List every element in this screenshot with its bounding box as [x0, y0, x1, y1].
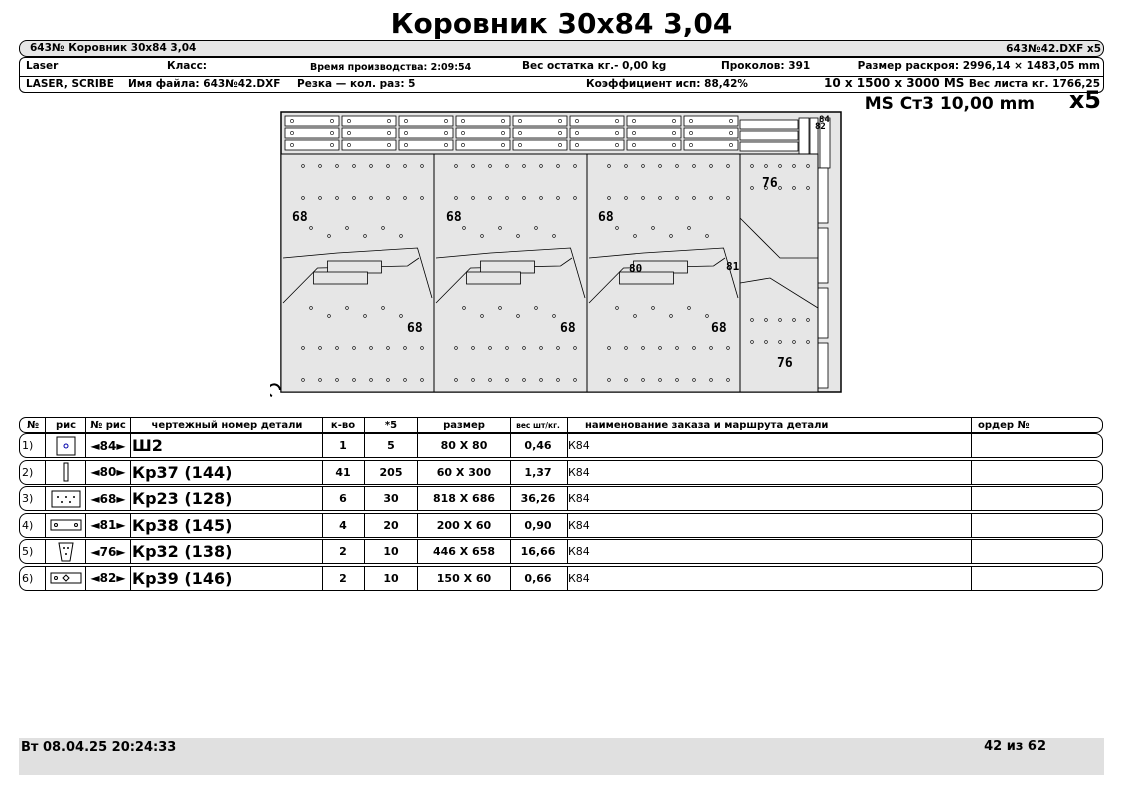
col-order-num: ордер №	[978, 419, 1030, 431]
order-name: К84	[568, 545, 590, 558]
inner-strip	[620, 272, 674, 284]
quantity: 2	[339, 571, 347, 585]
strip-part	[285, 116, 339, 126]
order-number	[972, 487, 1102, 510]
quantity: 41	[335, 465, 351, 479]
strip-part	[285, 140, 339, 150]
part-size: 80 X 80	[440, 439, 488, 452]
tapered-plate-icon	[47, 540, 85, 563]
strip-part	[342, 140, 396, 150]
order-name: К84	[568, 571, 590, 585]
quantity: 2	[339, 545, 347, 558]
part-size: 60 X 300	[436, 465, 492, 479]
col-order-name: наименование заказа и маршрута детали	[585, 419, 829, 431]
parts-table-header	[19, 417, 1103, 433]
pierce-count: Проколов: 391	[721, 60, 811, 72]
order-number	[972, 434, 1102, 457]
drawing-number: Кр39 (146)	[132, 568, 233, 588]
order-name: К84	[568, 439, 590, 452]
strip-part	[799, 118, 809, 158]
strip-part	[456, 116, 510, 126]
strip-holes-icon	[47, 514, 85, 537]
drawing-number: Кр32 (138)	[132, 542, 233, 561]
plate-square-icon	[47, 434, 85, 457]
unit-weight: 1,37	[524, 465, 552, 479]
table-row	[19, 433, 1103, 458]
part-size: 446 X 658	[432, 545, 496, 558]
strip-part	[513, 116, 567, 126]
part-label-80: 80	[629, 262, 643, 275]
page-counter: 42 из 62	[984, 739, 1046, 754]
row-number: 6)	[22, 571, 34, 585]
strip-part	[399, 128, 453, 138]
cut-size: Размер раскроя: 2996,14 × 1483,05 mm	[857, 60, 1100, 72]
pic-number: ◄82►	[90, 571, 126, 585]
sheet-dimensions: 10 x 1500 x 3000 MS	[824, 76, 965, 90]
order-number	[972, 461, 1102, 484]
order-name: К84	[568, 518, 590, 532]
part-label-81: 81	[726, 260, 740, 273]
material-label: MS Ст3 10,00 mm	[864, 94, 1035, 114]
perforated-plate-icon	[47, 487, 85, 510]
nesting-layout	[270, 108, 845, 398]
drawing-number: Кр23 (128)	[132, 489, 233, 508]
quantity-x5: 10	[383, 545, 399, 558]
part-label-82: 82	[815, 122, 826, 132]
quantity-x5: 20	[383, 518, 399, 532]
inner-strip	[314, 272, 368, 284]
row-number: 4)	[22, 518, 34, 532]
row-number: 5)	[22, 545, 34, 558]
quantity-x5: 30	[383, 492, 399, 505]
strip-part	[740, 120, 798, 129]
remainder-weight: Вес остатка кг.- 0,00 kg	[522, 60, 667, 72]
col-pic-num: № рис	[90, 419, 126, 431]
unit-weight: 36,26	[520, 492, 556, 505]
drawing-number: Кр37 (144)	[132, 462, 233, 482]
cut-mode: LASER, SCRIBE	[26, 78, 114, 90]
col-num: №	[26, 419, 40, 431]
drawing-number: Ш2	[132, 436, 163, 455]
row-number: 3)	[22, 492, 34, 505]
job-info-box	[19, 57, 1104, 93]
page-title: Коровник 30х84 3,04	[390, 7, 733, 40]
strip-part	[285, 128, 339, 138]
strip-part	[399, 140, 453, 150]
part-label-76: 76	[777, 356, 793, 371]
inner-strip	[328, 261, 382, 273]
strip-part	[818, 288, 828, 338]
part-size: 200 X 60	[436, 518, 492, 532]
col-pic: рис	[55, 419, 77, 431]
strip-part	[399, 116, 453, 126]
order-number	[972, 567, 1102, 590]
part-size: 150 X 60	[436, 571, 492, 585]
strip-part	[818, 228, 828, 283]
strip-part	[818, 343, 828, 388]
strip-part	[627, 116, 681, 126]
cut-count: Резка — кол. раз: 5	[297, 78, 416, 90]
strip-part	[342, 128, 396, 138]
strip-part	[740, 142, 798, 151]
quantity: 4	[339, 518, 347, 532]
part-label-68: 68	[560, 321, 576, 336]
unit-weight: 16,66	[520, 545, 556, 558]
col-weight: вес шт/кг.	[516, 420, 560, 430]
production-time: Время производства: 2:09:54	[310, 62, 472, 73]
strip-part	[456, 140, 510, 150]
strip-part	[513, 128, 567, 138]
inner-strip	[481, 261, 535, 273]
job-name: 643№ Коровник 30х84 3,04	[30, 42, 197, 54]
machine-label: Laser	[26, 60, 59, 72]
file-name: Имя файла: 643№42.DXF	[128, 78, 281, 90]
table-row	[19, 513, 1103, 538]
table-row	[19, 566, 1103, 591]
part-size: 818 X 686	[432, 492, 496, 505]
part-label-84: 84	[819, 115, 830, 125]
table-row	[19, 486, 1103, 511]
strip-part	[570, 140, 624, 150]
strip-diamond-icon	[47, 567, 85, 590]
col-mult: *5	[384, 419, 398, 431]
order-name: К84	[568, 465, 590, 479]
strip-part	[684, 140, 738, 150]
col-size: размер	[443, 419, 485, 431]
sheet-weight: Вес листа кг. 1766,25	[968, 78, 1100, 90]
page-footer	[19, 738, 1104, 775]
strip-part	[684, 116, 738, 126]
quantity-x5: 10	[383, 571, 399, 585]
job-file-multiplier: 643№42.DXF x5	[1006, 43, 1101, 55]
order-number	[972, 514, 1102, 537]
col-drawing: чертежный номер детали	[151, 419, 303, 431]
part-label-76: 76	[762, 176, 778, 191]
pic-number: ◄84►	[90, 438, 126, 453]
row-number: 2)	[22, 465, 34, 479]
usage-coefficient: Коэффициент исп: 88,42%	[586, 78, 748, 90]
strip-part	[627, 140, 681, 150]
row-number: 1)	[22, 439, 34, 452]
quantity: 1	[339, 439, 347, 452]
unit-weight: 0,46	[524, 439, 552, 452]
strip-part	[740, 131, 798, 140]
strip-part	[570, 116, 624, 126]
pic-number: ◄76►	[90, 544, 126, 559]
strip-part	[818, 168, 828, 223]
strip-vertical-icon	[47, 461, 85, 484]
pic-number: ◄81►	[90, 518, 126, 532]
pic-number: ◄68►	[90, 491, 126, 506]
print-datetime: Вт 08.04.25 20:24:33	[21, 740, 177, 755]
class-label: Класс:	[167, 60, 208, 72]
strip-part	[342, 116, 396, 126]
job-header-strip	[19, 40, 1104, 57]
order-number	[972, 540, 1102, 563]
quantity: 6	[339, 492, 347, 505]
plate-parts	[281, 154, 818, 392]
drawing-number: Кр38 (145)	[132, 515, 233, 535]
part-label-68: 68	[292, 210, 308, 225]
pic-number: ◄80►	[90, 465, 126, 479]
strip-part	[570, 128, 624, 138]
unit-weight: 0,90	[524, 518, 552, 532]
unit-weight: 0,66	[524, 571, 552, 585]
part-label-68: 68	[711, 321, 727, 336]
strip-part	[684, 128, 738, 138]
origin-marker	[270, 384, 280, 396]
strip-part	[456, 128, 510, 138]
part-label-68: 68	[407, 321, 423, 336]
table-row	[19, 539, 1103, 564]
inner-strip	[467, 272, 521, 284]
strip-part	[513, 140, 567, 150]
col-qty: к-во	[330, 419, 356, 431]
part-label-68: 68	[446, 210, 462, 225]
table-row	[19, 460, 1103, 485]
order-name: К84	[568, 492, 590, 505]
quantity-x5: 5	[387, 439, 395, 452]
multiplier-label: x5	[1068, 86, 1101, 114]
part-label-68: 68	[598, 210, 614, 225]
strip-part	[627, 128, 681, 138]
quantity-x5: 205	[379, 465, 403, 479]
